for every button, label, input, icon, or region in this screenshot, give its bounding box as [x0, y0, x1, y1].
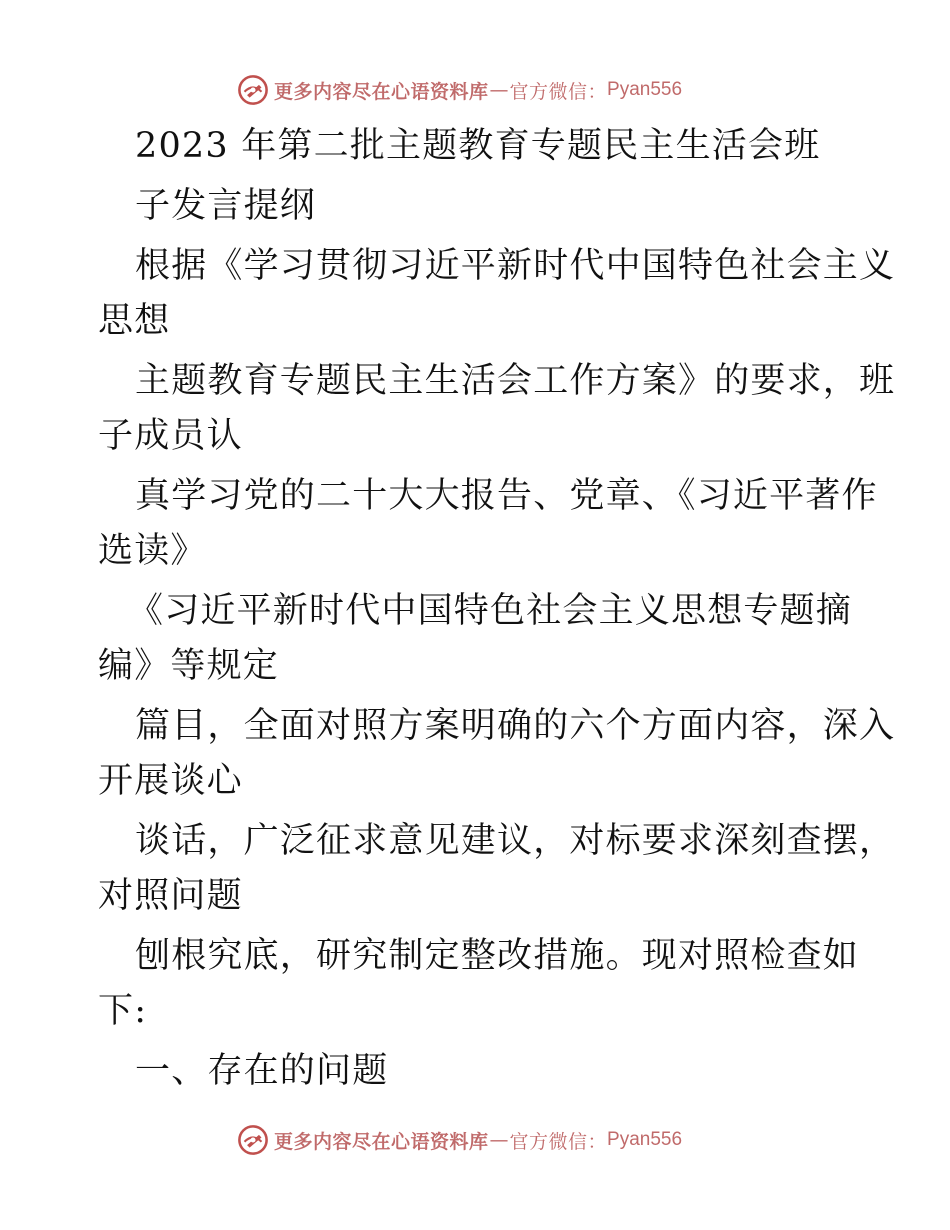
paragraph-line: 下: [98, 991, 148, 1031]
paragraph-line: 选读》 [98, 531, 207, 571]
banner-wechat-id: Pyan556 [607, 79, 683, 100]
paragraph-line: 《习近平新时代中国特色社会主义思想专题摘 [128, 591, 853, 631]
paragraph-line: 思想 [98, 301, 171, 341]
footer-banner [236, 1122, 682, 1158]
paragraph-line: 篇目，全面对照方案明确的六个方面内容，深入 [135, 706, 896, 746]
paragraph-line: 编》等规定 [98, 646, 280, 686]
paragraph-line: 真学习党的二十大大报告、党章、《习近平著作 [135, 476, 878, 516]
banner-dash: — [489, 79, 509, 101]
paragraph-line: 根据《学习贯彻习近平新时代中国特色社会主义 [135, 246, 896, 286]
title-line-1: 2023 年第二批主题教育专题民主生活会班 [135, 126, 821, 166]
paragraph-line: 刨根究底，研究制定整改措施。现对照检查如 [135, 936, 860, 976]
banner-wechat-label: 官方微信： [509, 80, 608, 103]
banner-dash: — [489, 1129, 509, 1151]
banner-wechat-id: Pyan556 [607, 1129, 683, 1150]
section-heading: 一、存在的问题 [135, 1051, 389, 1091]
paragraph-line: 谈话，广泛征求意见建议，对标要求深刻查摆， [135, 821, 896, 861]
banner-text: 更多内容尽在心语资料库 [274, 1130, 489, 1153]
banner-wechat-label: 官方微信： [509, 1130, 608, 1153]
paragraph-line: 主题教育专题民主生活会工作方案》的要求，班 [135, 361, 896, 401]
title-line-2: 子发言提纲 [135, 186, 317, 226]
paragraph-line: 对照问题 [98, 876, 243, 916]
banner-text: 更多内容尽在心语资料库 [274, 80, 489, 103]
book-pen-logo-icon [236, 1123, 270, 1157]
header-banner [236, 72, 682, 108]
paragraph-line: 开展谈心 [98, 761, 243, 801]
book-pen-logo-icon [236, 73, 270, 107]
paragraph-line: 子成员认 [98, 416, 243, 456]
